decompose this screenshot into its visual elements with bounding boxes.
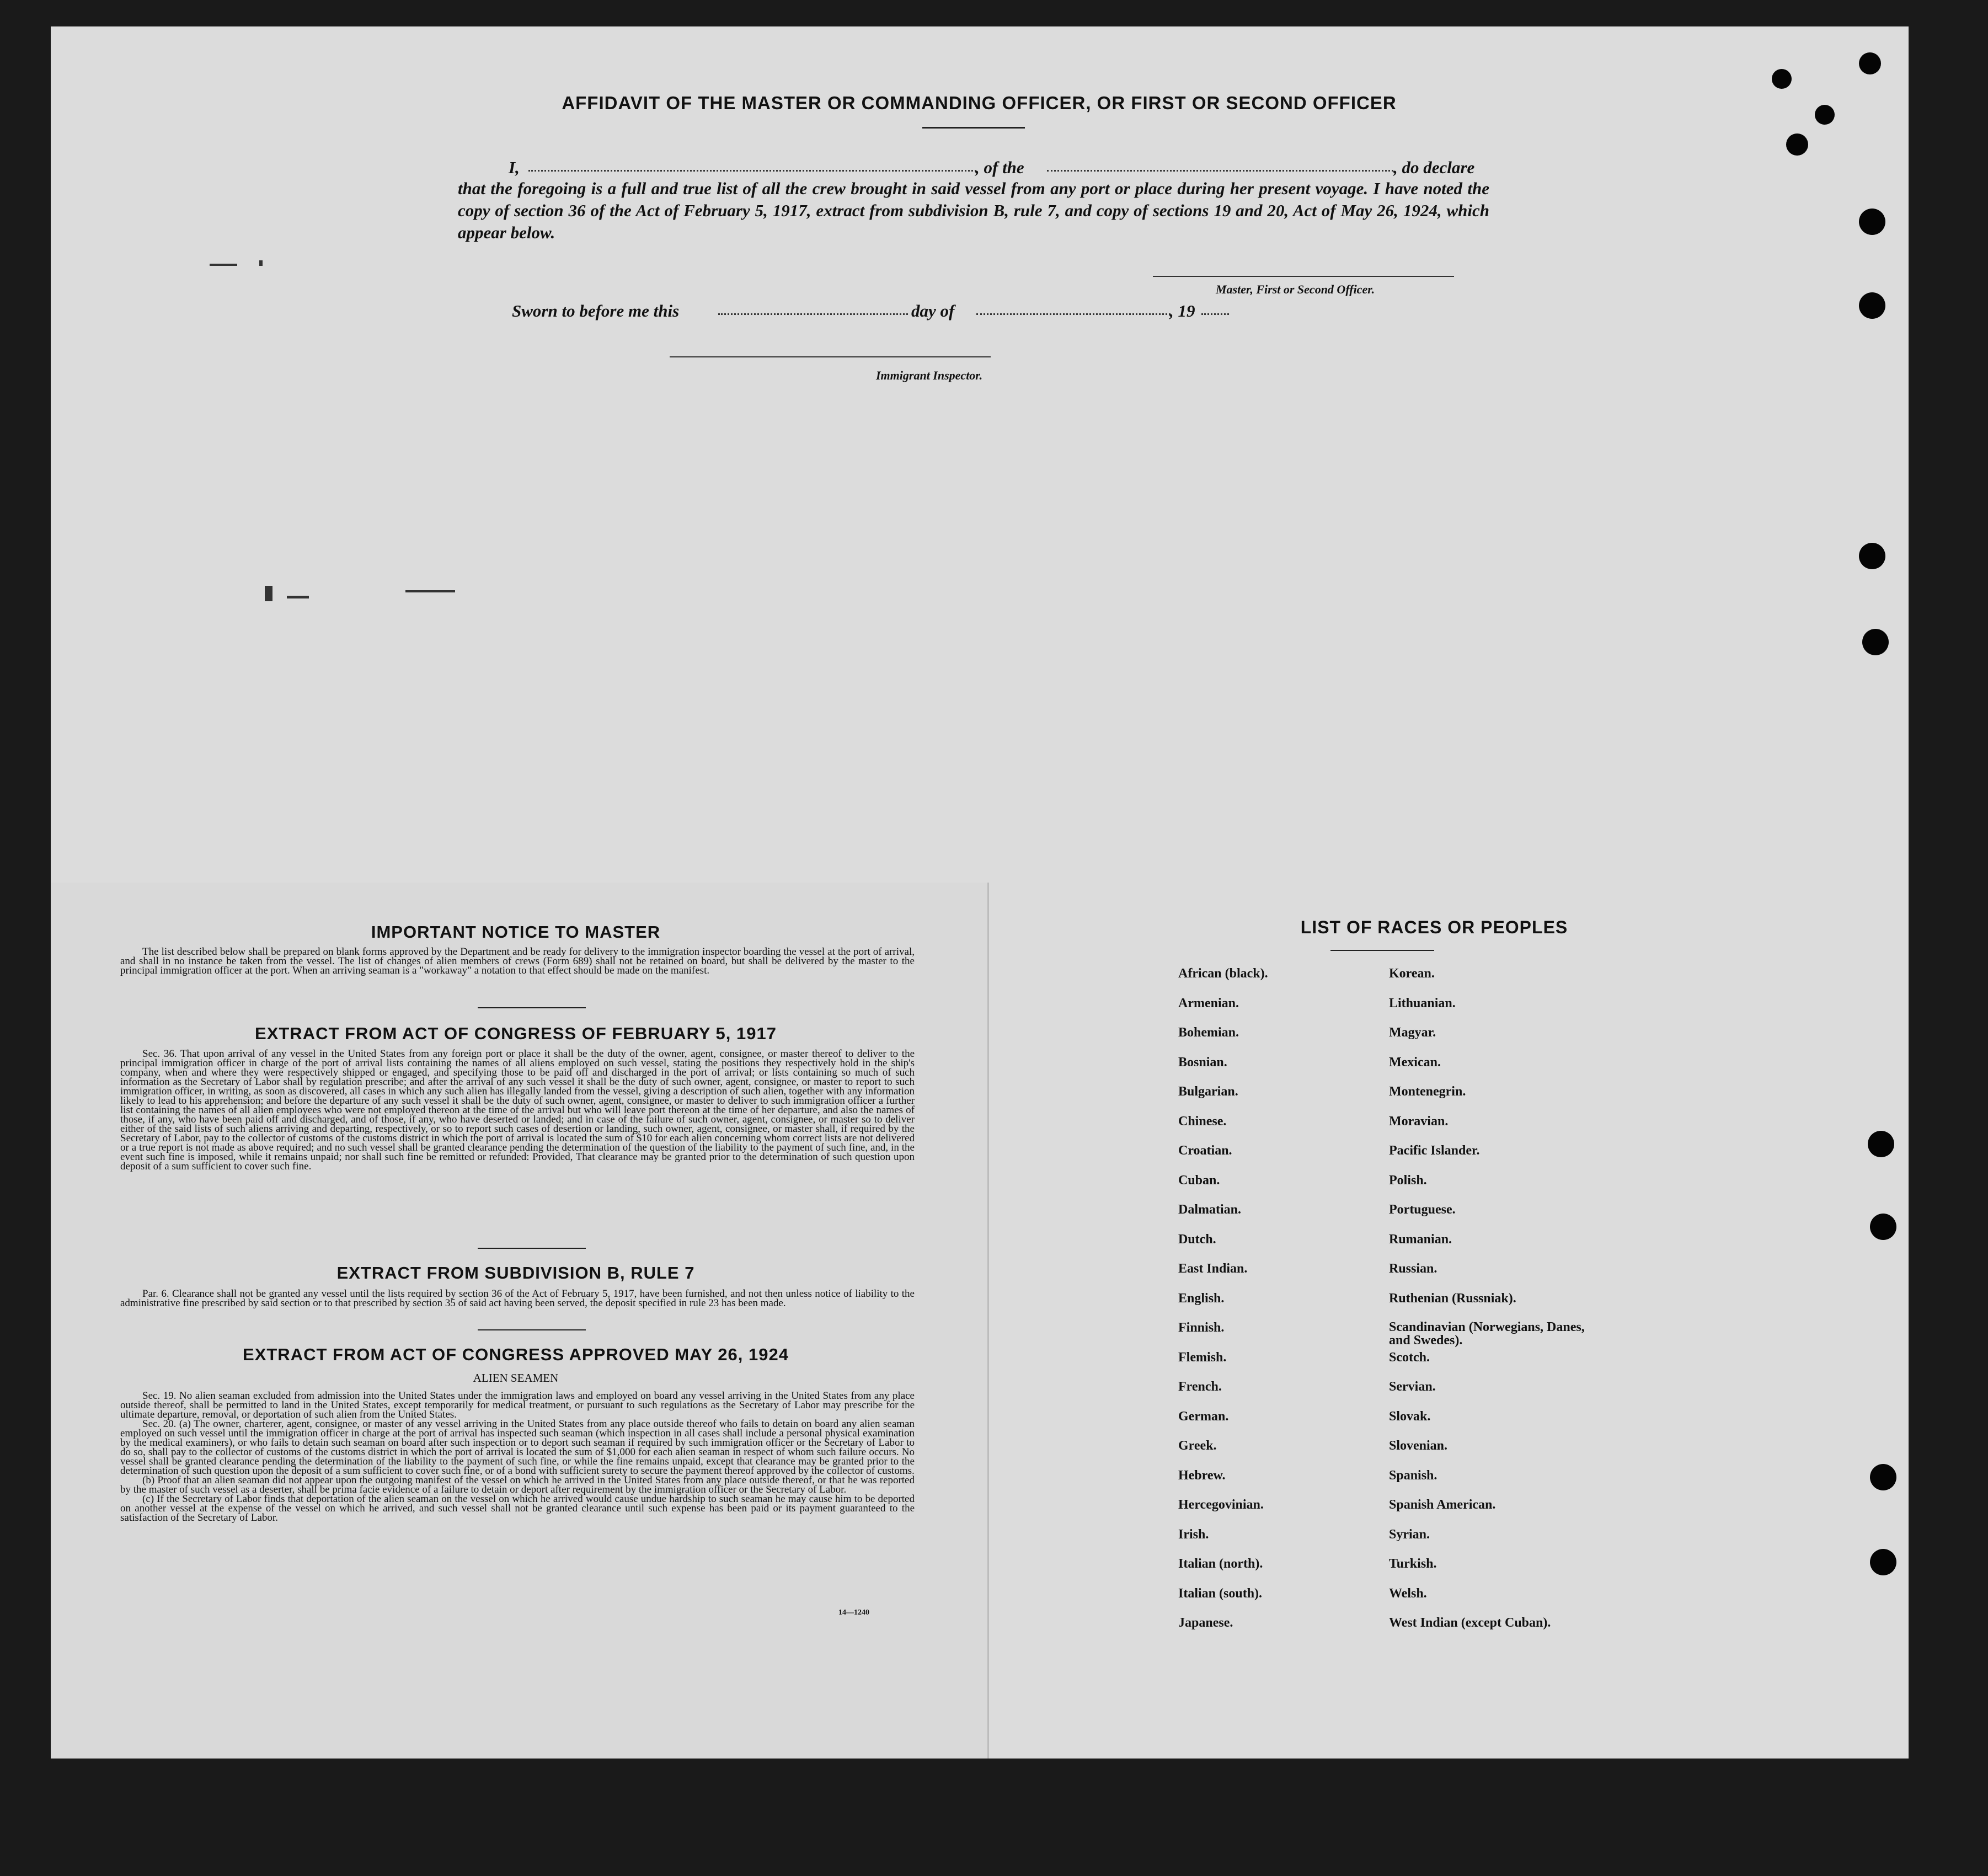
race-item: Syrian. bbox=[1389, 1527, 1430, 1542]
title-rule bbox=[922, 127, 1025, 129]
declarant-label: I, bbox=[509, 158, 520, 177]
race-item: Spanish. bbox=[1389, 1468, 1437, 1483]
form-number: 14—1240 bbox=[838, 1608, 869, 1617]
punch-hole bbox=[1859, 292, 1885, 319]
sworn-month-field[interactable] bbox=[976, 313, 1171, 315]
race-item: French. bbox=[1178, 1380, 1222, 1394]
race-item: Italian (south). bbox=[1178, 1586, 1263, 1601]
ink-mark bbox=[210, 264, 237, 266]
section-20b-paragraph: (b) Proof that an alien seaman did not appear upon the outgoing manifest of the vessel on which he arrived in the United States from any place outside thereof, or that he was reported by the master of such vessel as a deserter, shall be prima facie evidence of a failure to detain or deport after requirement by the immigration officer or the Secretary of Labor. bbox=[120, 1474, 915, 1495]
section-rule bbox=[478, 1007, 586, 1008]
section-19-paragraph: Sec. 19. No alien seaman excluded from admission into the United States under the immigration laws and employed on board any vessel arriving in the United States from any place outside thereof, shall be permitted to land in the United States, except temporarily for medical treatment, or pursuant to such regulations as the Secretary of Labor may prescribe for the ultimate departure, removal, or deportation of such alien from the United States. bbox=[120, 1390, 915, 1420]
sworn-year-field[interactable] bbox=[1201, 313, 1229, 315]
officer-signature-field[interactable] bbox=[1153, 276, 1454, 277]
punch-hole bbox=[1772, 69, 1792, 89]
race-item: Spanish American. bbox=[1389, 1498, 1496, 1512]
race-item: Italian (north). bbox=[1178, 1557, 1263, 1571]
races-right-column bbox=[1389, 966, 1588, 1645]
officer-signature-label: Master, First or Second Officer. bbox=[1216, 282, 1375, 296]
race-item: Croatian. bbox=[1178, 1143, 1232, 1158]
inspector-signature-label: Immigrant Inspector. bbox=[876, 368, 983, 382]
sworn-day-field[interactable] bbox=[718, 313, 908, 315]
punch-hole bbox=[1870, 1214, 1896, 1240]
race-item: Montenegrin. bbox=[1389, 1084, 1466, 1099]
fold-line bbox=[987, 883, 989, 1759]
race-item: Cuban. bbox=[1178, 1173, 1220, 1188]
race-item: Pacific Islander. bbox=[1389, 1143, 1480, 1158]
year-label: , 19 bbox=[1169, 301, 1195, 320]
race-item: Welsh. bbox=[1389, 1586, 1427, 1601]
day-of-label: day of bbox=[911, 301, 955, 320]
affidavit-title: AFFIDAVIT OF THE MASTER OR COMMANDING OFFICER, OR FIRST OR SECOND OFFICER bbox=[562, 93, 1397, 113]
punch-hole bbox=[1859, 543, 1885, 569]
paragraph-6: Par. 6. Clearance shall not be granted any vessel until the lists required by section 36 of the Act of February 5, 1917, have been furnished, and not then unless notice of liability to the administrative fine prescribed by said section or to that prescribed by section 35 of said act having been served, the deposit specified in rule 23 has been made. bbox=[120, 1288, 915, 1309]
race-item: Turkish. bbox=[1389, 1557, 1437, 1571]
race-item: English. bbox=[1178, 1291, 1225, 1306]
section-20c-paragraph: (c) If the Secretary of Labor finds that deportation of the alien seaman on the vessel on which he arrived would cause undue hardship to such seaman he may cause him to be deported on another vessel at the expense of the vessel on which he arrived, and such vessel shall not be granted clearance until such expense has been paid or its payment guaranteed to the satisfaction of the Secretary of Labor. bbox=[120, 1493, 915, 1524]
races-left-column bbox=[1178, 966, 1268, 1645]
races-title: LIST OF RACES OR PEOPLES bbox=[1300, 917, 1568, 937]
ink-mark bbox=[265, 586, 272, 601]
punch-hole bbox=[1870, 1464, 1896, 1490]
notice-title: IMPORTANT NOTICE TO MASTER bbox=[371, 922, 661, 942]
punch-hole bbox=[1868, 1131, 1894, 1157]
section-rule bbox=[478, 1248, 586, 1249]
race-item: Magyar. bbox=[1389, 1025, 1436, 1040]
race-item: Hebrew. bbox=[1178, 1468, 1226, 1483]
race-item: Japanese. bbox=[1178, 1616, 1233, 1630]
race-item: Ruthenian (Russniak). bbox=[1389, 1291, 1516, 1306]
notice-paragraph: The list described below shall be prepared on blank forms approved by the Department and be ready for delivery to the immigration inspector boarding the vessel at the port of arrival, and shall in no instance be taken from the vessel. The list of changes of alien members of crews (Form 689) shall not be retained on board, but shall be delivered by the master to the principal immigration officer at the port. When an arriving seaman is a "workaway" a notation to that effect should be made on the manifest. bbox=[120, 946, 915, 976]
race-item: Korean. bbox=[1389, 966, 1435, 981]
vessel-label: , of the bbox=[975, 158, 1024, 177]
act-1924-title: EXTRACT FROM ACT OF CONGRESS APPROVED MAY 26, 1924 bbox=[243, 1345, 789, 1364]
race-item: Hercegovinian. bbox=[1178, 1498, 1264, 1512]
race-item: Lithuanian. bbox=[1389, 996, 1456, 1011]
race-item: Dalmatian. bbox=[1178, 1202, 1241, 1217]
punch-hole bbox=[1859, 209, 1885, 235]
race-item: Servian. bbox=[1389, 1380, 1436, 1394]
act-1917-text bbox=[120, 1049, 915, 1171]
punch-hole bbox=[1862, 629, 1889, 655]
race-item: Bohemian. bbox=[1178, 1025, 1239, 1040]
rule-7-text bbox=[120, 1289, 915, 1308]
sworn-label: Sworn to before me this bbox=[512, 301, 680, 320]
title-rule bbox=[1330, 950, 1434, 951]
race-item: Rumanian. bbox=[1389, 1232, 1452, 1247]
race-item: Bulgarian. bbox=[1178, 1084, 1238, 1099]
section-36-paragraph: Sec. 36. That upon arrival of any vessel in the United States from any foreign port or place it shall be the duty of the owner, agent, consignee, or master thereof to deliver to the principal immigration officer in charge of the port of arrival lists containing the names of all aliens employed on such vessel, stating the positions they respectively hold in the ship's company, when and where they were respectively shipped or engaged, and specifying those to be paid off and discharged in the port of arrival; or lists containing so much of such information as the Secretary of Labor shall by regulation prescribe; and after the arrival of any such vessel it shall be the duty of such owner, agent, consignee, or master to report to such immigration officer, in writing, as soon as discovered, all cases in which any such alien has illegally landed from the vessel, giving a description of such alien, together with any information likely to lead to his apprehension; and before the departure of any such vessel it shall be the duty of such owner, agent, consignee, or master to deliver to such immigration officer a further list containing the names of all alien employees who were not employed thereon at the time of the arrival but who will leave port thereon at the time of her departure, and also the names of those, if any, who have been paid off and discharged, and of those, if any, who have deserted or landed; and in case of the failure of such owner, agent, consignee, or master so to deliver either of the said lists of such aliens arriving and departing, respectively, or so to report such cases of desertion or landing, such owner, agent, consignee, or master shall, if required by the Secretary of Labor, pay to the collector of customs of the customs district in which the port of arrival is located the sum of $10 for each alien concerning whom correct lists are not delivered or a true report is not made as above required; and no such vessel shall be granted clearance pending the determination of the question of the liability to the payment of such fine, and, in the event such fine is imposed, while it remains unpaid; nor shall such fine be remitted or refunded: Provided, That clearance may be granted prior to the determination of such question upon deposit of a sum sufficient to cover such fine. bbox=[120, 1048, 915, 1172]
race-item: Irish. bbox=[1178, 1527, 1209, 1542]
race-item: Mexican. bbox=[1389, 1055, 1441, 1070]
race-item: African (black). bbox=[1178, 966, 1268, 981]
race-item: West Indian (except Cuban). bbox=[1389, 1616, 1551, 1630]
punch-hole bbox=[1870, 1549, 1896, 1575]
race-item: Russian. bbox=[1389, 1262, 1437, 1276]
race-item: Slovak. bbox=[1389, 1409, 1431, 1424]
ink-mark bbox=[287, 596, 309, 598]
alien-seamen-subtitle: ALIEN SEAMEN bbox=[473, 1371, 559, 1385]
race-item: Greek. bbox=[1178, 1439, 1217, 1453]
ink-mark bbox=[405, 590, 455, 592]
race-item: Polish. bbox=[1389, 1173, 1427, 1188]
race-item: Chinese. bbox=[1178, 1114, 1227, 1129]
race-item: Dutch. bbox=[1178, 1232, 1216, 1247]
notice-text bbox=[120, 947, 915, 975]
punch-hole bbox=[1815, 105, 1835, 125]
section-rule bbox=[478, 1329, 586, 1330]
vessel-name-field[interactable] bbox=[1047, 170, 1393, 172]
race-item: Scotch. bbox=[1389, 1350, 1430, 1365]
race-item: Slovenian. bbox=[1389, 1439, 1448, 1453]
race-item: Armenian. bbox=[1178, 996, 1239, 1011]
race-item: Flemish. bbox=[1178, 1350, 1227, 1365]
rule-7-title: EXTRACT FROM SUBDIVISION B, RULE 7 bbox=[336, 1263, 695, 1282]
race-item: German. bbox=[1178, 1409, 1229, 1424]
declare-label: , do declare bbox=[1393, 158, 1475, 177]
punch-hole bbox=[1786, 133, 1808, 156]
lower-left-panel bbox=[51, 883, 988, 1759]
inspector-signature-field[interactable] bbox=[670, 356, 991, 357]
race-item: Moravian. bbox=[1389, 1114, 1449, 1129]
punch-hole bbox=[1859, 52, 1881, 74]
act-1917-title: EXTRACT FROM ACT OF CONGRESS OF FEBRUARY 5, 1917 bbox=[255, 1024, 777, 1043]
affidavit-statement: that the foregoing is a full and true list of all the crew brought in said vessel from any port or place during her present voyage. I have noted the copy of section 36 of the Act of February 5, 1917, extract from subdivision B, rule 7, and copy of sections 19 and 20, Act of May 26, 1924, which appear below. bbox=[458, 179, 1489, 242]
ink-mark bbox=[259, 260, 263, 266]
section-20a-paragraph: Sec. 20. (a) The owner, charterer, agent, consignee, or master of any vessel arriving in the United States from any place outside thereof who fails to detain on board any alien seaman employed on such vessel until the immigration officer in charge at the port of arrival has inspected such seaman (which inspection in all cases shall include a personal physical examination by the medical examiners), or who fails to detain such seaman on board after such inspection or to deport such seaman if required by such immigration officer or the Secretary of Labor to do so, shall pay to the collector of customs of the customs district in which the port of arrival is located the sum of $1,000 for each alien seaman in respect of whom such failure occurs. No vessel shall be granted clearance pending the determination of the liability to the payment of such fine, or while the fine remains unpaid, except that clearance may be granted prior to the determination of such question upon the deposit of a sum sufficient to cover such fine, or of a bond with sufficient surety to secure the payment thereof approved by the collector of customs. bbox=[120, 1418, 915, 1477]
race-item: Portuguese. bbox=[1389, 1202, 1456, 1217]
declarant-name-field[interactable] bbox=[528, 170, 976, 172]
race-item: Bosnian. bbox=[1178, 1055, 1227, 1070]
act-1924-text bbox=[120, 1391, 915, 1522]
race-item: Scandinavian (Norwegians, Danes, and Swedes). bbox=[1389, 1320, 1585, 1348]
race-item: Finnish. bbox=[1178, 1321, 1225, 1335]
race-item: East Indian. bbox=[1178, 1262, 1248, 1276]
